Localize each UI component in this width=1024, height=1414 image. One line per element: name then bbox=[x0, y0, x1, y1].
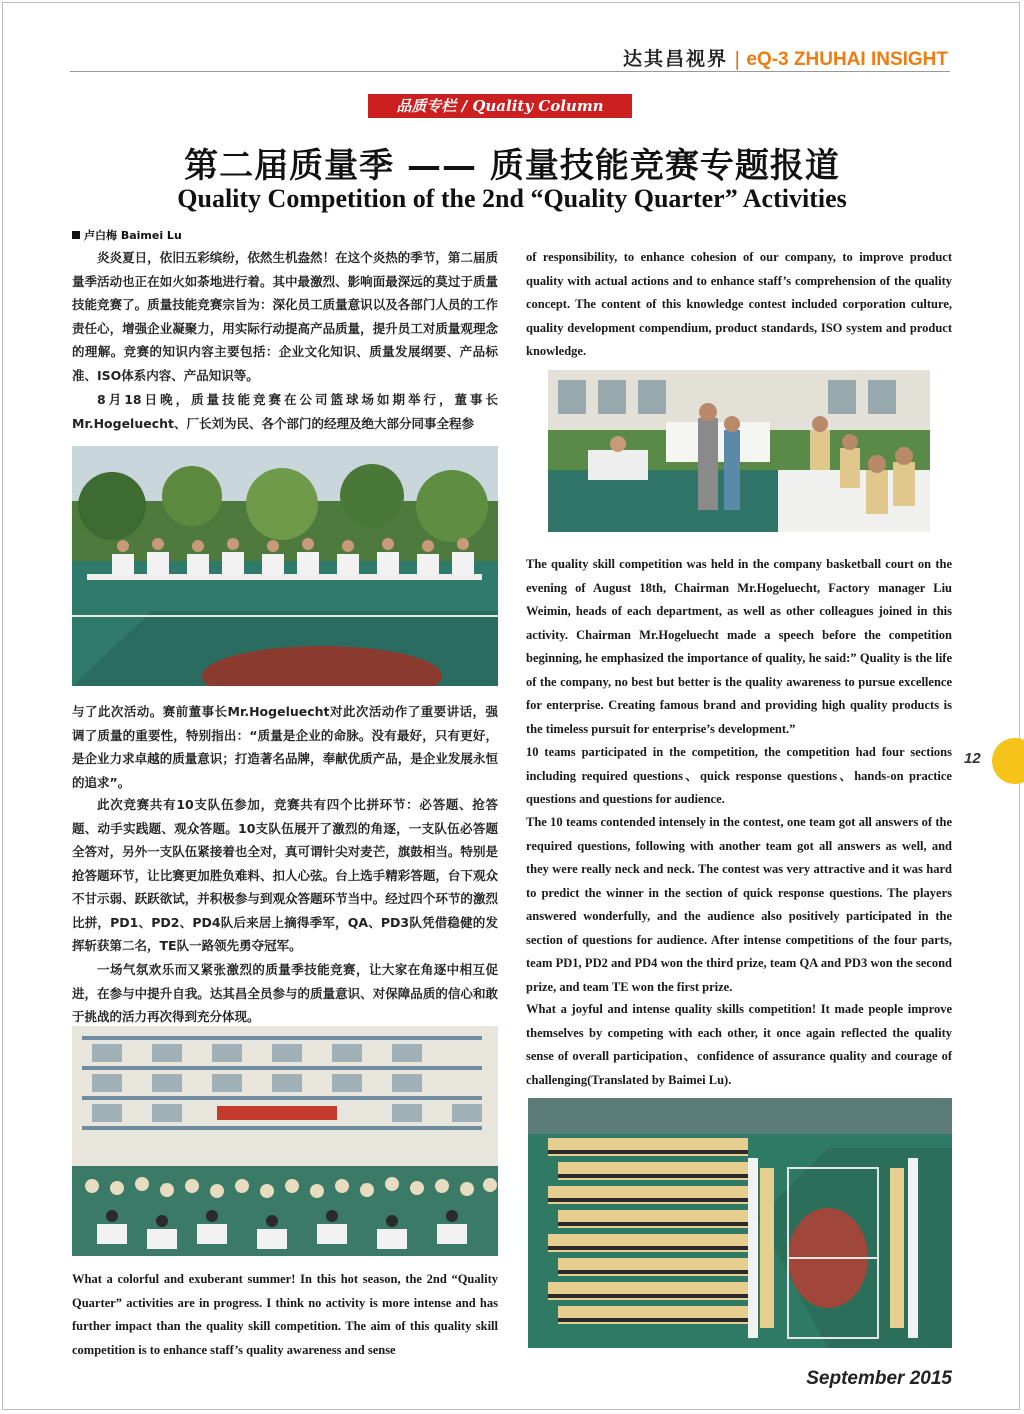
page-number: 12 bbox=[964, 750, 981, 767]
masthead-english: eQ-3 ZHUHAI INSIGHT bbox=[746, 49, 948, 70]
photo-competition-audience bbox=[72, 1026, 498, 1256]
author-name: 卢白梅 Baimei Lu bbox=[84, 229, 182, 242]
bullet-square-icon bbox=[72, 231, 80, 239]
article-title-english: Quality Competition of the 2nd “Quality Quarter” Activities bbox=[177, 184, 847, 213]
masthead bbox=[623, 44, 948, 71]
en-paragraph-1-continued: of responsibility, to enhance cohesion of our company, to improve product quality with actual actions and to enhance staff’s comprehension of the quality concept. The content of this knowledge contest included corporation culture, quality development compendium, product standards, ISO system and product knowledge. bbox=[526, 250, 952, 358]
masthead-separator: | bbox=[733, 48, 741, 70]
footer-date: September 2015 bbox=[806, 1368, 952, 1389]
article-title-chinese: 第二届质量季 —— 质量技能竞赛专题报道 bbox=[184, 146, 840, 186]
cn-paragraph-2-start: 8月18日晚，质量技能竞赛在公司篮球场如期举行，董事长Mr.Hogeluecht、厂长刘为民、各个部门的经理及绝大部分同事全程参 bbox=[72, 392, 498, 431]
page-number-disk bbox=[992, 738, 1024, 784]
en-paragraph-2: The quality skill competition was held in the company basketball court on the evening of August 18th, Chairman Mr.Hogeluecht, Factory manager Liu Weimin, heads of each department, as well as other colleagues joined in this activity. Chairman Mr.Hogeluecht made a speech before the competition beginning, he emphasized the importance of quality, he said:” Quality is the life of the company, no best but better is the quality awareness to pursue excellence for enterprise. Creating famous brand and providing high quality products is the timeless pursuit for enterprise’s development.” bbox=[526, 557, 952, 736]
cn-paragraph-3: 此次竞赛共有10支队伍参加，竞赛共有四个比拼环节：必答题、抢答题、动手实践题、观众答题。10支队伍展开了激烈的角逐，一支队伍必答题全答对，另外一支队伍紧接着也全对，真可谓针尖对麦芒，旗鼓相当。特别是抢答题环节，让比赛更加胜负难料、扣人心弦。台上选手精彩答题，台下观众不甘示弱、跃跃欲试，并积极参与到观众答题环节当中。经过四个环节的激烈比拼，PD1、PD2、PD4队后来居上摘得季军，QA、PD3队凭借稳健的发挥斩获第二名，TE队一路领先勇夺冠军。 bbox=[72, 797, 498, 953]
column-tag: 品质专栏 / Quality Column bbox=[368, 94, 632, 118]
header-rule bbox=[70, 71, 950, 72]
author-byline bbox=[72, 227, 182, 243]
en-paragraph-5: What a joyful and intense quality skills competition! It made people improve themselves by competing with each other, it once again reflected the quality sense of overall participation、confidence of assurance quality and courage of challenging(Translated by Baimei Lu). bbox=[526, 1002, 952, 1087]
masthead-chinese: 达其昌视界 bbox=[622, 48, 728, 70]
cn-paragraph-4: 一场气氛欢乐而又紧张激烈的质量季技能竞赛，让大家在角逐中相互促进，在参与中提升自我。达其昌全员参与的质量意识、对保障品质的信心和敢于挑战的活力再次得到充分体现。 bbox=[72, 962, 498, 1024]
cn-paragraph-2-continued: 与了此次活动。赛前董事长Mr.Hogeluecht对此次活动作了重要讲话，强调了质量的重要性，特别指出：“质量是企业的命脉。没有最好，只有更好，是企业力求卓越的质量意识；打造著名品牌，奉献优质产品，是企业发展永恒的追求”。 bbox=[72, 704, 498, 790]
photo-aerial-court bbox=[528, 1098, 952, 1348]
photo-speaker-at-table bbox=[548, 370, 930, 532]
en-paragraph-1: What a colorful and exuberant summer! In this hot season, the 2nd “Quality Quarter” activities are in progress. I think no activity is more intense and has further impact than the quality skill competition. The aim of this quality skill competition is to enhance staff’s quality awareness and sense bbox=[72, 1272, 498, 1357]
en-paragraph-3: 10 teams participated in the competition, the competition had four sections including required questions、quick response questions、hands-on practice questions and questions for audience. bbox=[526, 745, 952, 806]
page-number-marker bbox=[964, 738, 1024, 784]
cn-paragraph-1: 炎炎夏日，依旧五彩缤纷，依然生机盎然！在这个炎热的季节，第二届质量季活动也正在如火如荼地进行着。其中最激烈、影响面最深远的莫过于质量技能竞赛了。质量技能竞赛宗旨为：深化员工质量意识以及各部门人员的工作责任心，增强企业凝聚力，用实际行动提高产品质量，提升员工对质量观理念的理解。竞赛的知识内容主要包括：企业文化知识、质量发展纲要、产品标准、ISO体系内容、产品知识等。 bbox=[72, 250, 498, 383]
en-paragraph-4: The 10 teams contended intensely in the contest, one team got all answers of the required questions, following with another team got all answers as well, and they were really neck and neck. The contest was very attractive and it was hard to predict the winner in the section of quick response questions. The players answered wonderfully, and the audience also positively participated in the section of questions for audience. After intense competitions of the four parts, team PD1, PD2 and PD4 won the third prize, team QA and PD3 won the second prize, and team TE won the first prize. bbox=[526, 815, 952, 994]
photo-leaders-seated bbox=[72, 446, 498, 686]
